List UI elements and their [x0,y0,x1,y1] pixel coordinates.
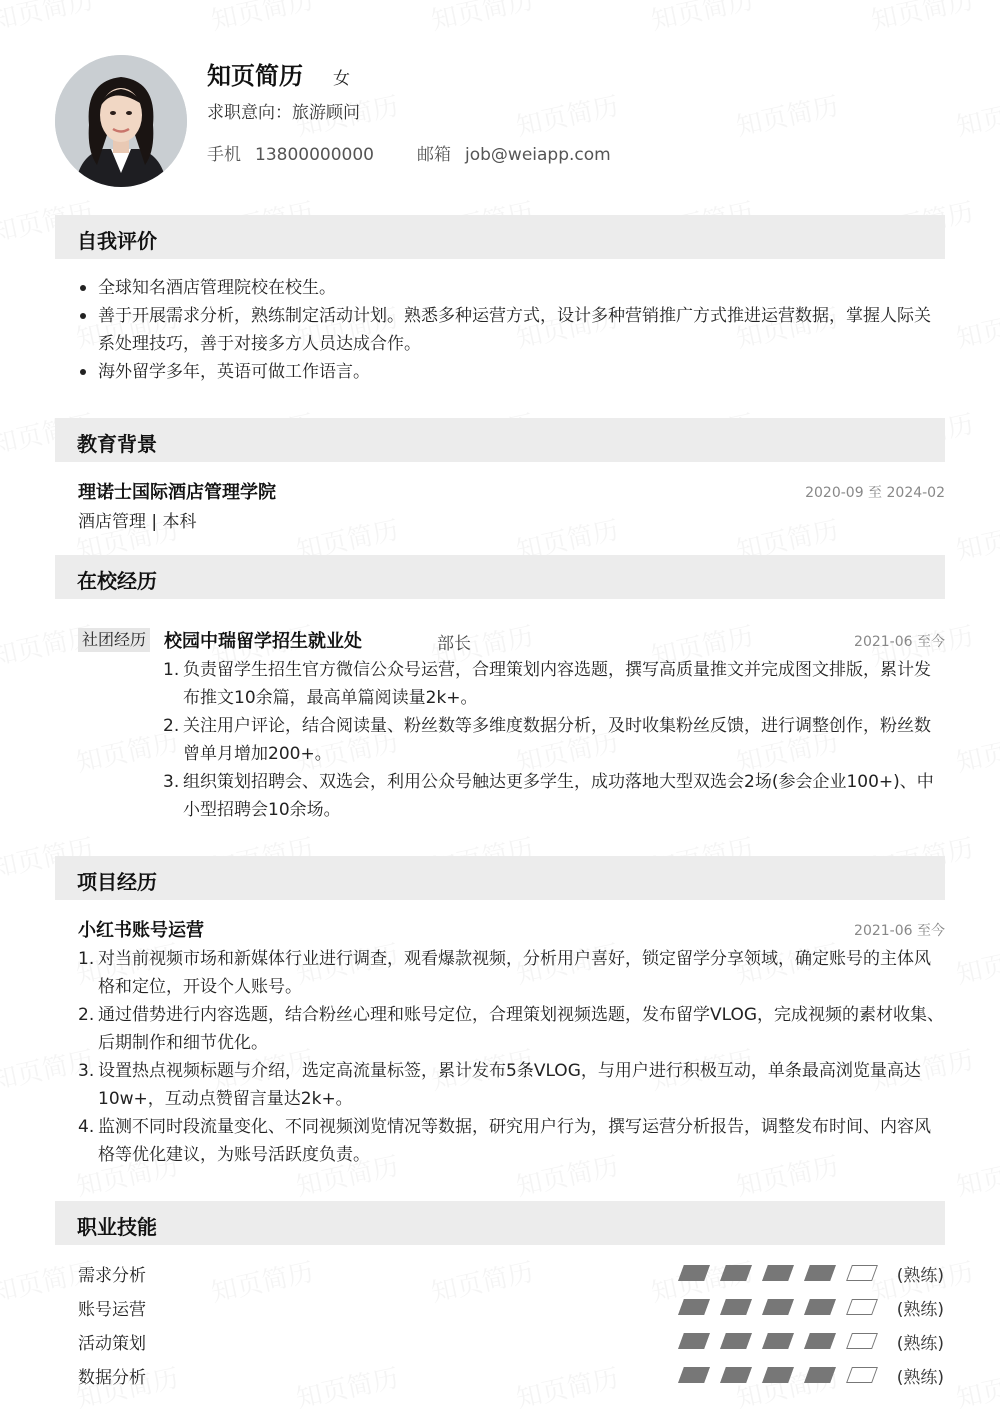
list-item: 1. 对当前视频市场和新媒体行业进行调查，观看爆款视频，分析用户喜好，锁定留学分享领域，确定账号的主体风格和定位，开设个人账号。 [78,949,931,997]
avatar [55,55,187,187]
phone-contact [207,140,374,165]
rating-bar-filled [678,1333,710,1349]
skill-name: 账号运营 [78,1300,146,1320]
rating-bar-filled [804,1333,836,1349]
section-title: 职业技能 [77,1215,157,1239]
phone-value: 13800000000 [255,145,374,165]
rating-bar-filled [762,1367,794,1383]
email-label: 邮箱 [417,145,451,165]
rating-bar-filled [720,1333,752,1349]
candidate-gender: 女 [333,69,350,89]
job-intent: 求职意向：旅游顾问 [207,103,360,123]
rating-bar-filled [678,1299,710,1315]
project-duties-list [78,945,946,1169]
section-campus [55,555,945,599]
education-date: 2020-09 至 2024-02 [805,485,945,501]
rating-bar-filled [720,1299,752,1315]
rating-bar-filled [804,1367,836,1383]
project-name: 小红书账号运营 [78,920,204,941]
skill-rating [677,1263,883,1283]
campus-date: 2021-06 至今 [854,634,945,650]
rating-bar-filled [720,1367,752,1383]
rating-bar-empty [846,1367,878,1383]
list-item: 全球知名酒店管理院校在校生。 [78,274,946,302]
skill-rating [677,1331,883,1351]
phone-label: 手机 [207,145,241,165]
skill-level: (熟练) [896,1300,944,1320]
project-date: 2021-06 至今 [854,923,945,939]
self-eval-list [78,274,946,386]
skill-name: 数据分析 [78,1368,146,1388]
skill-rating [677,1365,883,1385]
role-title: 部长 [437,634,471,654]
section-self-eval [55,215,945,259]
rating-bar-filled [762,1265,794,1281]
list-item: 2. 关注用户评论，结合阅读量、粉丝数等多维度数据分析，及时收集粉丝反馈，进行调整创作，粉丝数曾单月增加200+。 [163,716,931,764]
rating-bar-empty [846,1299,878,1315]
list-item: 3. 设置热点视频标题与介绍，选定高流量标签，累计发布5条VLOG，与用户进行积极互动，单条最高浏览量高达10w+，互动点赞留言量达2k+。 [78,1061,921,1109]
section-project [55,856,945,900]
portrait-image [55,55,187,187]
skill-rating [677,1297,883,1317]
rating-bar-filled [678,1265,710,1281]
section-education [55,418,945,462]
skill-level: (熟练) [896,1368,944,1388]
section-skills [55,1201,945,1245]
experience-tag: 社团经历 [78,628,150,652]
rating-bar-filled [804,1265,836,1281]
section-title: 教育背景 [77,432,157,456]
section-title: 项目经历 [77,870,157,894]
education-major: 酒店管理 | 本科 [78,512,197,532]
list-item: 2. 通过借势进行内容选题，结合粉丝心理和账号定位，合理策划视频选题，发布留学VLOG，完成视频的素材收集、后期制作和细节优化。 [78,1005,945,1053]
organization-name: 校园中瑞留学招生就业处 [164,631,362,652]
email-contact [417,140,611,165]
campus-duties-list [163,656,947,824]
section-title: 自我评价 [77,229,157,253]
skill-name: 需求分析 [78,1266,146,1286]
school-name: 理诺士国际酒店管理学院 [78,482,276,503]
skill-level: (熟练) [896,1334,944,1354]
email-value: job@weiapp.com [465,145,611,165]
list-item: 3. 组织策划招聘会、双选会，利用公众号触达更多学生，成功落地大型双选会2场(参会企业100+)、中小型招聘会10余场。 [163,772,934,820]
rating-bar-filled [804,1299,836,1315]
rating-bar-filled [762,1299,794,1315]
rating-bar-filled [762,1333,794,1349]
rating-bar-filled [720,1265,752,1281]
rating-bar-empty [846,1265,878,1281]
candidate-name: 知页简历 [207,62,303,90]
list-item: 4. 监测不同时段流量变化、不同视频浏览情况等数据，研究用户行为，撰写运营分析报告，调整发布时间、内容风格等优化建议，为账号活跃度负责。 [78,1117,931,1165]
list-item: 海外留学多年，英语可做工作语言。 [78,358,946,386]
rating-bar-empty [846,1333,878,1349]
list-item: 1. 负责留学生招生官方微信公众号运营，合理策划内容选题，撰写高质量推文并完成图文排版，累计发布推文10余篇，最高单篇阅读量2k+。 [163,660,931,708]
skill-name: 活动策划 [78,1334,146,1354]
skill-level: (熟练) [896,1266,944,1286]
rating-bar-filled [678,1367,710,1383]
section-title: 在校经历 [77,569,157,593]
list-item: 善于开展需求分析，熟练制定活动计划。熟悉多种运营方式，设计多种营销推广方式推进运营数据，掌握人际关系处理技巧，善于对接多方人员达成合作。 [78,302,946,358]
